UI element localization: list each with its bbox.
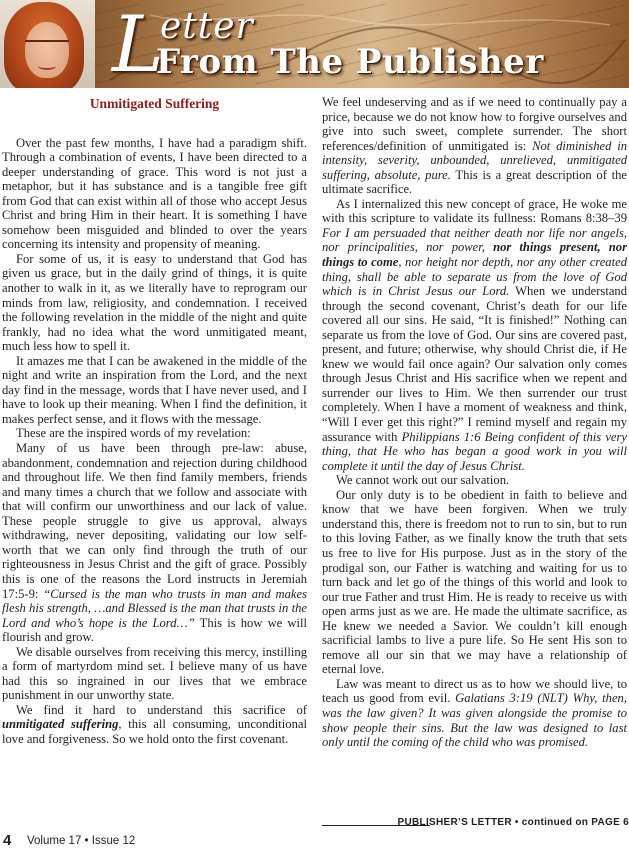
scripture-quote: For I am persuaded that neither death nor life nor angels, nor principalities, nor power, [322, 225, 627, 255]
text: We find it hard to understand this sacrifice of [16, 702, 307, 717]
header-banner [0, 0, 629, 88]
paragraph [2, 441, 307, 645]
paragraph: It amazes me that I can be awakened in the middle of the night and write an inspiration from the Lord, and the next day find in the message, words that I have never used, and I have to look up their meaning. When I find the definition, it makes perfect sense, and it flows with the message. [2, 353, 307, 426]
text: Law was meant to direct us as to how we should live, to teach us good from evil. [322, 676, 627, 706]
paragraph: We disable ourselves from receiving this mercy, instilling a form of martyrdom mind set. I believe many of us have had this so ingrained in our lives that we embrace punishment in our unworthy state. [2, 644, 307, 703]
title-from-the-publisher: From The Publisher [156, 42, 544, 82]
title-initial: L [112, 0, 164, 88]
text: When we understand through the second covenant, Christ’s death for our life covered all our sins. He said, “It is finished!” Nothing can separate us from the love of God. Our sins are covered past, present, and future; otherwise, why should Christ die, if He knew we would fail once again? Our salvation only comes through Jesus Christ and His sacrifice when we repent and surrender our lives to Him. We then surrender our trust completely. When I have a moment of weakness and think, “Will I ever get this right?” I remind myself and regain my assurance with [322, 284, 628, 444]
text: This is how we will flourish and grow. [2, 615, 307, 645]
title-letter: etter [160, 6, 254, 47]
scripture-quote: , nor height nor depth, nor any other created thing, shall be able to separate us from the love of God which is in Christ Jesus our Lord. [322, 255, 627, 299]
article-column-left [2, 95, 307, 747]
definition: Not diminished in intensity, severity, unbounded, unrelieved, unmitigated suffering, absolute, pure. [322, 138, 628, 182]
paragraph: We cannot work out our salvation. [336, 473, 510, 488]
scripture-quote: Philippians 1:6 Being confident of this very thing, that He who has began a good work in you will complete it until the day of Jesus Christ. [322, 429, 627, 473]
banner-title [112, 0, 620, 88]
paragraph: For some of us, it is easy to understand that God has given us grace, but in the daily grind of things, it is quite another to walk in it, as we literally have to reprogram our minds from law, religiosity, and condemnation. I received the following revelation in the middle of the night and quite frankly, had no idea what the word unmitigated meant, much less how to spell it. [2, 251, 307, 354]
article-title: Unmitigated Suffering [89, 96, 220, 111]
text: Many of us have been through pre-law: abuse, abandonment, condemnation and rejection during childhood and throughout life. We then find family members, friends and many times a church that we follow and associate with that will confirm our unworthiness and our lack of value. These people struggle to give us approval, always withdrawing, never depositing, validating our low self-worth that we can only find through the truth of our righteousness in Jesus Christ and the gift of grace. Possibly this is one of the reasons the Lord instructs in Jeremiah 17:5-9: [2, 441, 307, 601]
page-number: 4 [3, 832, 12, 849]
article-column-right [322, 95, 627, 750]
paragraph [322, 197, 627, 473]
emphasis: unmitigated suffering [2, 717, 119, 732]
paragraph [322, 677, 627, 750]
paragraph: Our only duty is to be obedient in faith to believe and know that we have been forgiven. When we truly understand this, there is freedom not to run to sin, but to run to this loving Father, as we finally know the truth that sets us free to live for His purpose. Just as in the story of the prodigal son, our Father is watching and waiting for us to turn back and let go of the things of this world and look to our true Father and trust Him. He is ready to receive us with open arms just as we are. He made the ultimate sacrifice, as He knew we needed a Savior. We couldn’t kill enough sacrificial lambs to live a pure life. So He sent His son to remove all our sin that we may have a relationship of eternal love. [322, 487, 627, 677]
continued-notice [322, 817, 629, 833]
scripture-quote: “Cursed is the man who trusts in man and makes flesh his strength, …and Blessed is the man that trusts in the Lord and who’s hope is the Lord…” [2, 586, 307, 630]
emphasis: nor things present, nor things to come [322, 240, 627, 270]
continued-text: PUBLISHER’S LETTER • continued on PAGE 6 [397, 817, 629, 828]
paragraph: Over the past few months, I have had a paradigm shift. Through a combination of events, I have been directed to a deeper understanding of grace. This word is not just a metaphor, but it has substance and is a tangible free gift from God that can exist within all of those who accept Jesus Christ and bring Him in their heart. It is something I have somehow been misguided and blinded to over the years concerning its intensity and propensity of meaning. [2, 135, 307, 252]
issue-info: Volume 17 • Issue 12 [27, 835, 136, 847]
text: As I internalized this new concept of grace, He woke me with this scripture to validate its fullness: Romans 8:38–39 [322, 196, 627, 226]
text: This is a great description of the ultimate sacrifice. [322, 167, 627, 197]
publisher-photo [0, 0, 95, 88]
paragraph: These are the inspired words of my revelation: [16, 426, 251, 441]
scripture-quote: Galatians 3:19 (NLT) Why, then, was the law given? It was given alongside the promise to show people their sins. But the law was designed to last only until the coming of the child who was promised. [322, 691, 627, 750]
paragraph [322, 95, 627, 197]
text: We feel undeserving and as if we need to continually pay a price, because we do not know how to forgive ourselves and give into such sweet, complete surrender. The short references/definition of unmitigated is: [322, 95, 627, 153]
text: , this all consuming, unconditional love and forgiveness. So we hold onto the first covenant. [2, 717, 307, 746]
paragraph [2, 703, 307, 747]
